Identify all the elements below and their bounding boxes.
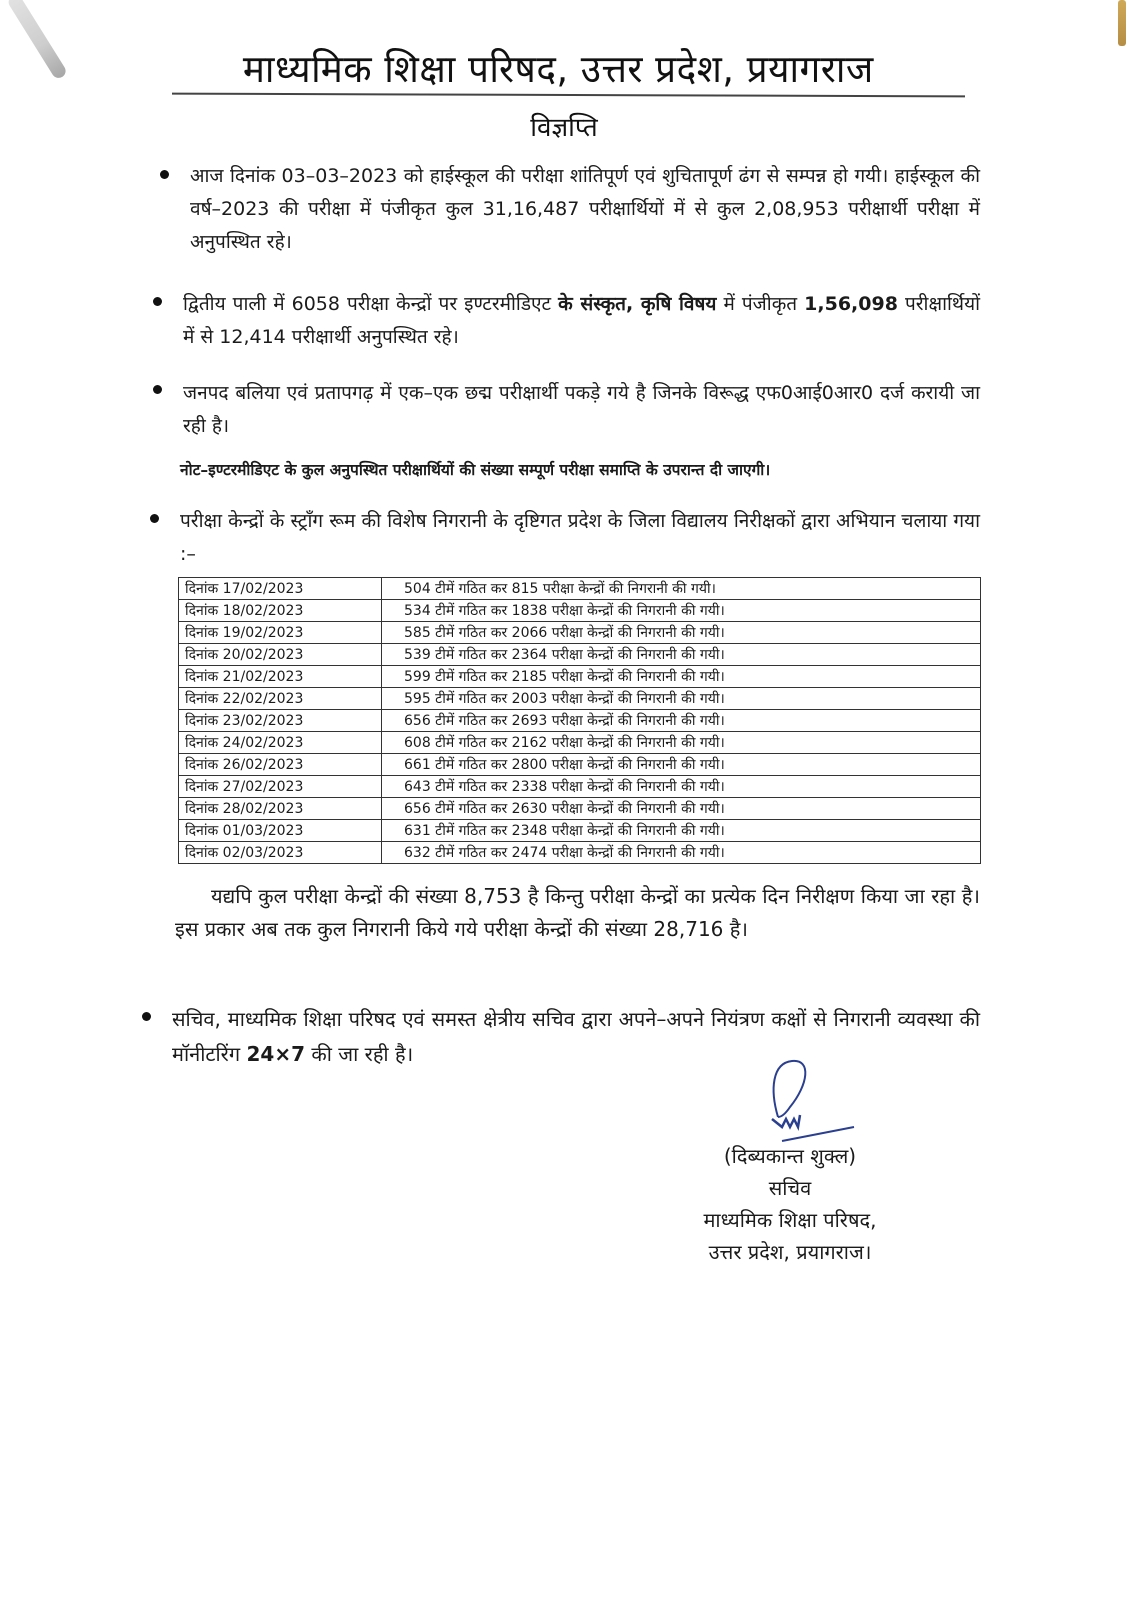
row-date: दिनांक 02/03/2023 <box>179 842 382 864</box>
p2-text-1: द्वितीय पाली में 6058 परीक्षा केन्द्रों पर इण्टरमीडिएट <box>183 293 552 315</box>
table-row <box>179 842 981 864</box>
row-date: दिनांक 21/02/2023 <box>179 666 382 688</box>
p6-text-2: की जा रही है। <box>311 1042 414 1066</box>
table-row <box>179 644 981 666</box>
row-date: दिनांक 26/02/2023 <box>179 754 382 776</box>
row-detail: 656 टीमें गठित कर 2693 परीक्षा केन्द्रों की निगरानी की गयी। <box>382 710 981 732</box>
row-detail: 643 टीमें गठित कर 2338 परीक्षा केन्द्रों की निगरानी की गयी। <box>382 776 981 798</box>
row-date: दिनांक 27/02/2023 <box>179 776 382 798</box>
row-date: दिनांक 28/02/2023 <box>179 798 382 820</box>
signature-icon <box>760 1055 870 1150</box>
table-row <box>179 732 981 754</box>
row-date: दिनांक 23/02/2023 <box>179 710 382 732</box>
p2-bold-count: 1,56,098 <box>804 293 898 315</box>
bullet-5-icon <box>142 1012 151 1021</box>
signatory-org-line2: उत्तर प्रदेश, प्रयागराज। <box>708 1240 872 1264</box>
signatory-designation: सचिव <box>768 1176 812 1200</box>
row-detail: 595 टीमें गठित कर 2003 परीक्षा केन्द्रों की निगरानी की गयी। <box>382 688 981 710</box>
p6-bold-24x7: 24×7 <box>246 1042 305 1066</box>
bullet-3-icon <box>153 385 162 394</box>
row-date: दिनांक 24/02/2023 <box>179 732 382 754</box>
paragraph-total-centres: यद्यपि कुल परीक्षा केन्द्रों की संख्या 8,753 है किन्तु परीक्षा केन्द्रों का प्रत्येक दिन निरीक्षण किया जा रहा है। इस प्रकार अब तक कुल निगरानी किये गये परीक्षा केन्द्रों की संख्या 28,716 है। <box>175 884 980 941</box>
signatory-block <box>660 1140 920 1268</box>
paragraph-intermediate-exam <box>183 288 980 354</box>
row-detail: 656 टीमें गठित कर 2630 परीक्षा केन्द्रों की निगरानी की गयी। <box>382 798 981 820</box>
scan-smudge-left <box>6 0 68 81</box>
row-date: दिनांक 01/03/2023 <box>179 820 382 842</box>
row-detail: 599 टीमें गठित कर 2185 परीक्षा केन्द्रों की निगरानी की गयी। <box>382 666 981 688</box>
row-date: दिनांक 18/02/2023 <box>179 600 382 622</box>
paragraph-strongroom: परीक्षा केन्द्रों के स्ट्राँग रूम की विशेष निगरानी के दृष्टिगत प्रदेश के जिला विद्यालय निरीक्षकों द्वारा अभियान चलाया गया :– <box>180 510 980 565</box>
bullet-1-icon <box>160 170 169 179</box>
row-detail: 608 टीमें गठित कर 2162 परीक्षा केन्द्रों की निगरानी की गयी। <box>382 732 981 754</box>
table-row <box>179 710 981 732</box>
bullet-2-icon <box>153 297 162 306</box>
row-detail: 631 टीमें गठित कर 2348 परीक्षा केन्द्रों की निगरानी की गयी। <box>382 820 981 842</box>
table-row <box>179 600 981 622</box>
paragraph-highschool-exam: आज दिनांक 03–03–2023 को हाईस्कूल की परीक्षा शांतिपूर्ण एवं शुचितापूर्ण ढंग से सम्पन्न हो गयी। हाईस्कूल की वर्ष–2023 की परीक्षा में पंजीकृत कुल 31,16,487 परीक्षार्थियों में से कुल 2,08,953 परीक्षार्थी परीक्षा में अनुपस्थित रहे। <box>190 165 980 253</box>
table-row <box>179 754 981 776</box>
p6-text-1: सचिव, माध्यमिक शिक्षा परिषद एवं समस्त क्षेत्रीय सचिव द्वारा अपने–अपने नियंत्रण कक्षों से निगरानी व्यवस्था की मॉनीटरिंग <box>172 1007 980 1066</box>
row-detail: 504 टीमें गठित कर 815 परीक्षा केन्द्रों की निगरानी की गयी। <box>382 578 981 600</box>
row-detail: 539 टीमें गठित कर 2364 परीक्षा केन्द्रों की निगरानी की गयी। <box>382 644 981 666</box>
row-date: दिनांक 22/02/2023 <box>179 688 382 710</box>
page-subtitle: विज्ञप्ति <box>530 113 598 143</box>
row-detail: 632 टीमें गठित कर 2474 परीक्षा केन्द्रों की निगरानी की गयी। <box>382 842 981 864</box>
scan-smudge-right <box>1118 0 1126 46</box>
table-row <box>179 820 981 842</box>
page-title: माध्यमिक शिक्षा परिषद, उत्तर प्रदेश, प्रयागराज <box>242 47 874 91</box>
row-detail: 585 टीमें गठित कर 2066 परीक्षा केन्द्रों की निगरानी की गयी। <box>382 622 981 644</box>
table-row <box>179 688 981 710</box>
paragraph-impersonators: जनपद बलिया एवं प्रतापगढ़ में एक–एक छद्म परीक्षार्थी पकड़े गये है जिनके विरूद्ध एफ0आई0आर0 दर्ज करायी जा रही है। <box>183 382 980 437</box>
row-date: दिनांक 19/02/2023 <box>179 622 382 644</box>
row-date: दिनांक 17/02/2023 <box>179 578 382 600</box>
table-row <box>179 578 981 600</box>
p2-bold-subjects: के संस्कृत, कृषि विषय <box>558 293 717 315</box>
row-detail: 661 टीमें गठित कर 2800 परीक्षा केन्द्रों की निगरानी की गयी। <box>382 754 981 776</box>
table-row <box>179 666 981 688</box>
signatory-name: (दिब्यकान्त शुक्ल) <box>723 1144 857 1168</box>
table-row <box>179 622 981 644</box>
table-row <box>179 798 981 820</box>
table-row <box>179 776 981 798</box>
row-date: दिनांक 20/02/2023 <box>179 644 382 666</box>
p2-text-2: में पंजीकृत <box>723 293 798 315</box>
note-text: नोट–इण्टरमीडिएट के कुल अनुपस्थित परीक्षार्थियों की संख्या सम्पूर्ण परीक्षा समाप्ति के उपरान्त दी जाएगी। <box>180 461 771 479</box>
inspection-table <box>178 577 981 864</box>
signatory-org-line1: माध्यमिक शिक्षा परिषद, <box>703 1208 877 1232</box>
bullet-4-icon <box>150 514 159 523</box>
row-detail: 534 टीमें गठित कर 1838 परीक्षा केन्द्रों की निगरानी की गयी। <box>382 600 981 622</box>
p2-text-3: परीक्षार्थियों में से 12,414 परीक्षार्थी अनुपस्थित रहे। <box>183 293 981 348</box>
